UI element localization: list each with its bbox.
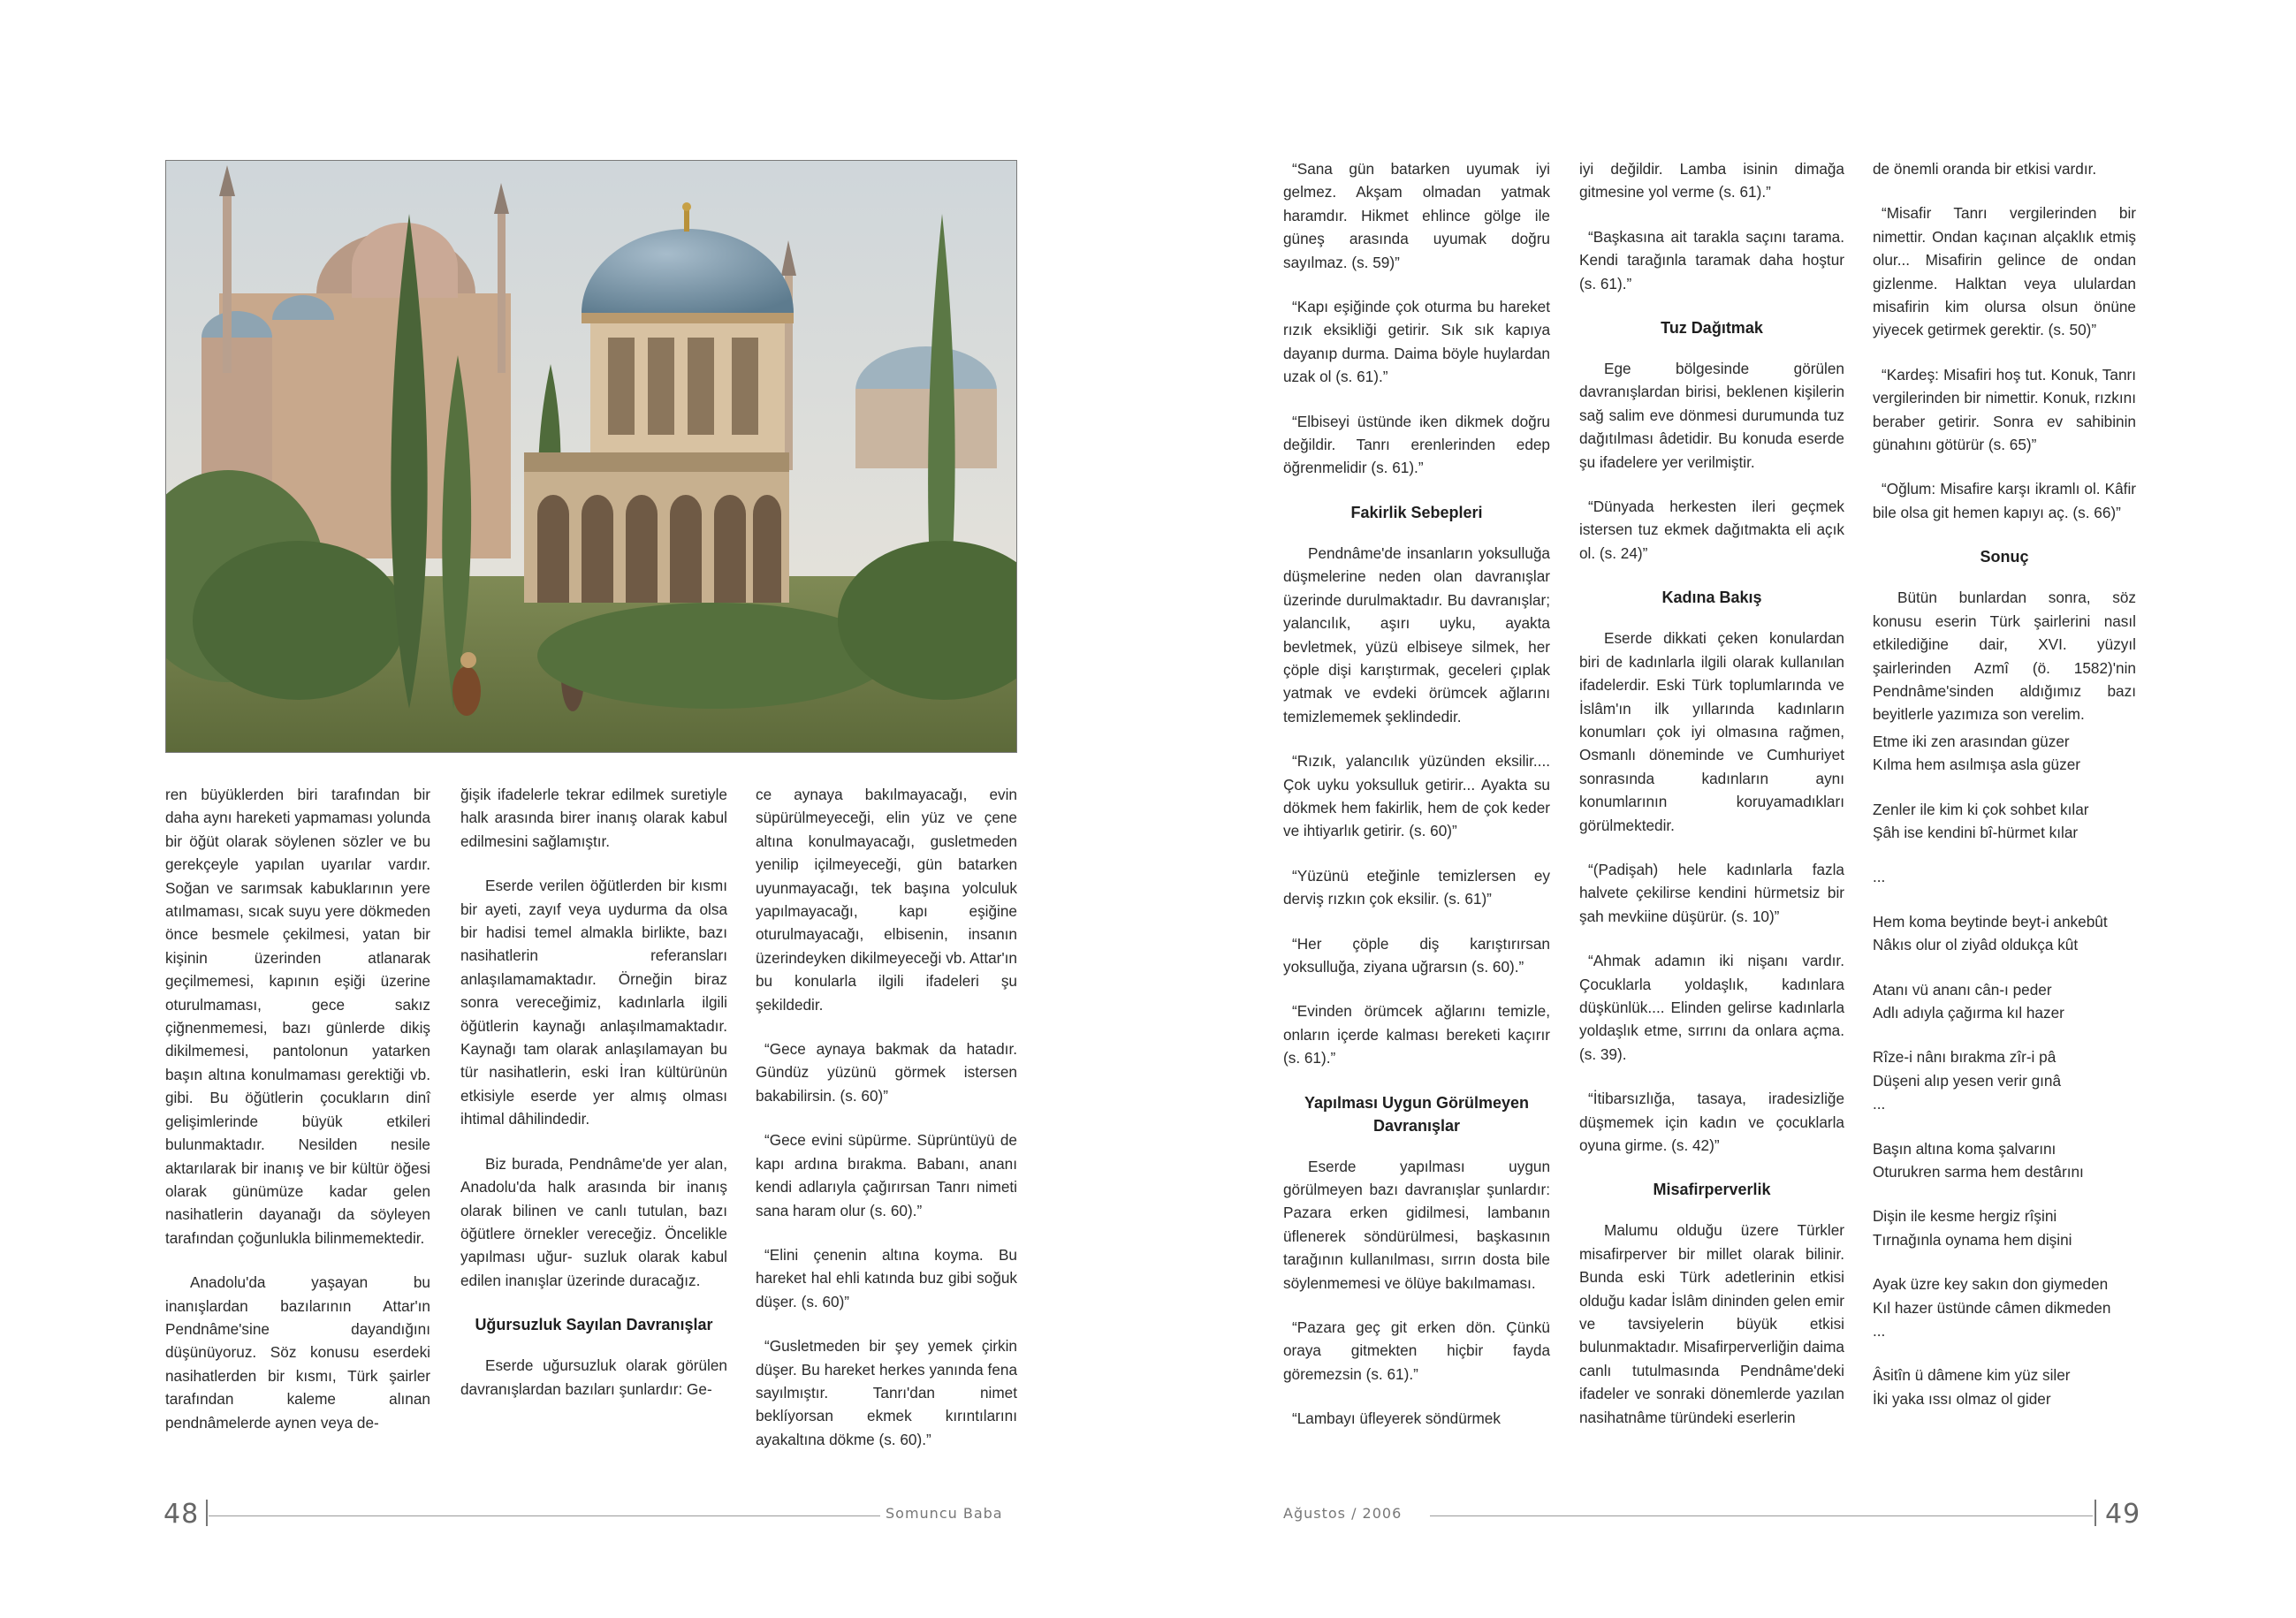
- verse-line: Oturukren sarma hem destârını: [1873, 1163, 2084, 1181]
- paragraph: ce aynaya bakılmayacağı, evin süpürülmeyeceği, elin yüz ve çene altına konulmayacağı, gusletmeden yenilip içilmeyeceği, gün batarken uyunmayacağı, tek başına yolculuk yapılmayacağı, kapı eşiğine oturulmayacağı, elbisenin, insanın üzerindeyken dikilmeyeceği vb. Attar'ın bu konularla ilgili ifadeleri şu şekildedir.: [756, 786, 1017, 1014]
- footer-rule-left: [209, 1515, 880, 1516]
- quote: “Elini çenenin altına koyma. Bu hareket hal ehli katında buz gibi soğuk düşer. (s. 60)”: [756, 1245, 1017, 1310]
- left-column-3: [756, 783, 1017, 1472]
- quote: “Yüzünü eteğinle temizlersen ey derviş rızkın çok eksilir. (s. 61)”: [1283, 866, 1550, 908]
- right-column-3: [1873, 157, 2136, 1432]
- paragraph: Eserde yapılması uygun görülmeyen bazı davranışlar şunlardır: Pazara erken gidilmesi, lambanın üflenerek söndürülmesi, başkasının tarağının kullanılması, sırrın dosta bile söylenmemesi ve ölüye bakılmaması.: [1283, 1157, 1550, 1292]
- verse-line: Etme iki zen arasından güzer: [1873, 732, 2070, 750]
- verse-line: Hem koma beytinde beyt-i ankebût: [1873, 912, 2108, 931]
- quote: “(Padişah) hele kadınlarla fazla halvete çekilirse kendini hürmetsiz bir şah mevkiine düşürür. (s. 10)”: [1579, 860, 1844, 925]
- verse-line: Kılma hem asılmışa asla güzer: [1873, 756, 2080, 774]
- verse-couplet: [1873, 1364, 2136, 1410]
- paragraph: Bütün bunlardan sonra, söz konusu eserin Türk şairlerini nasıl etkilediğine dair, XVI. yüzyıl şairlerinden Azmî (ö. 1582)'nin Pendnâme'sinden aldığımız bazı beyitlerle yazımıza son verelim.: [1873, 589, 2136, 724]
- magazine-title: Somuncu Baba: [886, 1505, 1003, 1522]
- verse-line: Ayak üzre key sakın don giymeden: [1873, 1275, 2109, 1294]
- quote: “Başkasına ait tarakla saçını tarama. Kendi tarağınla taramak daha hoştur (s. 61).”: [1579, 227, 1844, 292]
- section-heading: Kadına Bakış: [1661, 589, 1762, 607]
- verse-list: [1873, 730, 2136, 1411]
- issue-date: Ağustos / 2006: [1283, 1505, 1403, 1522]
- quote: “Kapı eşiğinde çok oturma bu hareket rızık eksikliği getirir. Sık sık kapıya dayanıp durma. Daima böyle huylardan uzak ol (s. 61).”: [1283, 298, 1550, 386]
- verse-line: Rîze-i nânı bırakma zîr-i pâ: [1873, 1048, 2057, 1067]
- quote: “Her çöple diş karıştırırsan yoksulluğa, ziyana uğrarsın (s. 60).”: [1283, 934, 1550, 976]
- section-heading: Yapılması Uygun Görülmeyen Davranışlar: [1304, 1093, 1530, 1135]
- verse-line: ...: [1873, 1322, 1886, 1341]
- footer-divider-right: [2095, 1500, 2096, 1526]
- quote: “Dünyada herkesten ileri geçmek istersen tuz ekmek dağıtmakta eli açık ol. (s. 24)”: [1579, 498, 1844, 562]
- quote: “Kardeş: Misafiri hoş tut. Konuk, Tanrı vergilerinden bir nimettir. Konuk, rızkını beraber getirir. Sonra ev sahibinin günahını götürür (s. 65)”: [1873, 365, 2136, 454]
- section-heading: Misafirperverlik: [1653, 1181, 1771, 1199]
- quote: “Pazara geç git erken dön. Çünkü oraya gitmekten hiçbir fayda göremezsin (s. 61).”: [1283, 1318, 1550, 1383]
- verse-line: Nâkıs olur ol ziyâd oldukça kût: [1873, 936, 2079, 954]
- quote: “İtibarsızlığa, tasaya, iradesizliğe düşmemek için kadın ve çocuklarla oyuna girme. (s. 42)”: [1579, 1090, 1844, 1154]
- paragraph: Pendnâme'de insanların yoksulluğa düşmelerine neden olan davranışlar üzerinde durulmaktadır. Bu davranışlar; yalancılık, aşırı uyku, ayakta bevletmek, yüzü elbiseye silmek, her çöple dişi karıştırmak, geceleri çıplak yatmak ve evdeki örümcek ağlarını temizlememek şeklindedir.: [1283, 543, 1550, 725]
- quote: “Misafir Tanrı vergilerinden bir nimettir. Ondan kaçınan alçaklık etmiş olur... Misafirin gelince de ondan gizlenme. Halktan veya ululardan misafirin kim olursa olsun önüne yiyecek getirmek gerektir. (s. 50)”: [1873, 204, 2136, 339]
- paragraph: Eserde verilen öğütlerden bir kısmı bir ayeti, zayıf veya uydurma da olsa bir hadisi temel almakla birlikte, bazı nasihatlerin referansları anlaşılamamaktadır. Örneğin biraz sonra vereceğimiz, kadınlarla ilgili öğütlerin kaynağı anlaşılmamaktadır. Kaynağı tam olarak anlaşılamayan bu tür nasihatlerin, eski İran kültürünün etkisiyle eserde yer almış olması ihtimal dâhilindedir.: [460, 877, 727, 1128]
- verse-line: Tırnağınla oynama hem dişini: [1873, 1230, 2072, 1249]
- left-column-2: [460, 783, 727, 1422]
- verse-line: ...: [1873, 1095, 1886, 1113]
- left-column-1: [165, 783, 430, 1455]
- footer-divider-left: [206, 1500, 208, 1526]
- paragraph: ren büyüklerden biri tarafından bir daha aynı hareketi yapmaması yolunda bir öğüt olarak söylenen sözler ve bu gerekçeyle yapılan uyarılar vardır. Soğan ve sarımsak kabuklarının yere atılmaması, sıcak suyu yere dökmeden önce besmele çekilmesi, yatan bir kişinin üzerinden atlanarak geçilmemesi, kapının eşiği üzerine oturulmaması, gece sakız çiğnenmemesi, bazı günlerde dikiş dikilmemesi, pantolonun yatarken başın altına konulmaması gerektiği vb. gibi. Bu öğütlerin çocukların dinî gelişimlerinde büyük etkileri bulunmaktadır. Nesilden nesile aktarılarak bir inanış ve bir kültür öğesi olarak günümüze kadar gelen nasihatlerin dayanağı da söyleyen tarafından çoğunlukla bilinmemektedir.: [165, 786, 431, 1247]
- verse-line: Şâh ise kendini bî-hürmet kılar: [1873, 823, 2079, 841]
- verse-couplet: [1873, 1137, 2136, 1184]
- page-number-right: 49: [2105, 1499, 2141, 1530]
- verse-line: İki yaka ıssı olmaz ol gider: [1873, 1389, 2051, 1408]
- verse-line: Kıl hazer üstünde câmen dikmeden: [1873, 1298, 2111, 1317]
- quote: “Evinden örümcek ağlarını temizle, onların içerde kalması bereketi kaçırır (s. 61).”: [1283, 1002, 1550, 1067]
- paragraph: Malumu olduğu üzere Türkler misafirperver bir millet olarak bilinir. Bunda eski Türk adetlerinin etkisi olduğu kadar İslâm dininden gelen emir ve tavsiyelerin büyük etkisi bulunmaktadır. Misafirperverliğin daima canlı tutulmasında Pendnâme'deki ifadeler ve sonraki dönemlerde yazılan nasihatnâme türündeki eserlerin: [1579, 1221, 1845, 1426]
- verse-couplet: [1873, 1204, 2136, 1251]
- verse-couplet: [1873, 978, 2136, 1025]
- quote: “Gece aynaya bakmak da hatadır. Gündüz yüzünü görmek istersen bakabilirsin. (s. 60)”: [756, 1040, 1017, 1105]
- quote: “Oğlum: Misafire karşı ikramlı ol. Kâfir bile olsa git hemen kapıyı aç. (s. 66)”: [1873, 480, 2136, 521]
- verse-line: Atanı vü ananı cân-ı peder: [1873, 980, 2052, 999]
- mosque-illustration: [165, 160, 1017, 753]
- paragraph: Anadolu'da yaşayan bu inanışlardan bazılarının Attar'ın Pendnâme'sine dayandığını düşünüyoruz. Söz konusu eserdeki nasihatlerden bir kısmı, Türk şairler tarafından kaleme alınan pendnâmelerde aynen veya de-: [165, 1273, 430, 1432]
- paragraph: iyi değildir. Lamba isinin dimağa gitmesine yol verme (s. 61).”: [1579, 160, 1844, 201]
- paragraph: de önemli oranda bir etkisi vardır.: [1873, 160, 2097, 178]
- quote: “Sana gün batarken uyumak iyi gelmez. Akşam olmadan yatmak haramdır. Hikmet ehlince gölge ile güneş arasında uyumak doğru sayılmaz. (s. 59)”: [1283, 160, 1550, 271]
- section-heading: Uğursuzluk Sayılan Davranışlar: [475, 1316, 713, 1334]
- verse-couplet: [1873, 910, 2136, 957]
- quote: “Rızık, yalancılık yüzünden eksilir.... Çok uyku yoksulluk getirir... Ayakta su dökmek hem fakirlik, hem de çok keder ve ihtiyarlık getirir. (s. 60)”: [1283, 752, 1550, 840]
- quote: “Elbiseyi üstünde iken dikmek doğru değildir. Tanrı erenlerinden edep öğrenmelidir (s. 61).”: [1283, 412, 1550, 477]
- verse-couplet: [1873, 1272, 2136, 1342]
- verse-couplet: [1873, 865, 2136, 888]
- verse-couplet: [1873, 798, 2136, 845]
- right-column-1: [1283, 157, 1550, 1452]
- verse-couplet: [1873, 1045, 2136, 1115]
- page-number-left: 48: [163, 1499, 200, 1530]
- verse-line: Âsitîn ü dâmene kim yüz siler: [1873, 1366, 2071, 1385]
- verse-line: Düşeni alıp yesen verir gınâ: [1873, 1071, 2062, 1090]
- quote: “Ahmak adamın iki nişanı vardır. Çocuklarla yoldaşlık, kadınlara düşkünlük.... Elinden gelirse kadınlarla yoldaşlık etme, sırrını da onlara açma. (s. 39).: [1579, 952, 1844, 1063]
- paragraph: Ege bölgesinde görülen davranışlardan birisi, beklenen kişilerin sağ salim eve dönmesi durumunda tuz dağıtılması âdetidir. Bu konuda eserde şu ifadelere yer verilmiştir.: [1579, 360, 1844, 471]
- quote: “Gece evini süpürme. Süprüntüyü de kapı ardına bırakma. Babanı, ananı kendi adlarıyla çağırırsan Tanrı nimeti sana haram olur (s. 60).”: [756, 1131, 1017, 1219]
- section-heading: Tuz Dağıtmak: [1661, 319, 1763, 338]
- quote: “Gusletmeden bir şey yemek çirkin düşer. Bu hareket herkes yanında fena sayılmıştır. Tanrı'dan nimet beklíyorsan ekmek kırıntılarını ayakaltına dökme (s. 60).”: [756, 1337, 1017, 1448]
- paragraph: Eserde uğursuzluk olarak görülen davranışlardan bazıları şunlardır: Ge-: [460, 1356, 727, 1398]
- verse-line: Zenler ile kim ki çok sohbet kılar: [1873, 800, 2089, 818]
- paragraph: ğişik ifadelerle tekrar edilmek suretiyle halk arasında birer inanış olarak kabul edilmesini sağlamıştır.: [460, 786, 727, 850]
- right-column-2: [1579, 157, 1844, 1450]
- paragraph: Eserde dikkati çeken konulardan biri de kadınlarla ilgili olarak kullanılan ifadelerdir. Eski Türk toplumlarında ve İslâm'ın ilk yıllarında kadınların konumları çok iyi olmasına rağmen, Osmanlı döneminde ve Cumhuriyet sonrasında kadınların aynı konumlarının koruyamadıkları görülmektedir.: [1579, 629, 1844, 834]
- verse-couplet: [1873, 730, 2136, 777]
- quote: “Lambayı üfleyerek söndürmek: [1292, 1409, 1501, 1428]
- section-heading: Sonuç: [1980, 548, 2029, 566]
- verse-line: Adlı adıyla çağırma kıl hazer: [1873, 1003, 2064, 1022]
- verse-line: ...: [1873, 868, 1886, 886]
- verse-line: Başın altına koma şalvarını: [1873, 1139, 2057, 1158]
- section-heading: Fakirlik Sebepleri: [1350, 503, 1483, 521]
- footer-rule-right: [1430, 1515, 2093, 1516]
- verse-line: Dişin ile kesme hergiz rîşini: [1873, 1207, 2057, 1226]
- paragraph: Biz burada, Pendnâme'de yer alan, Anadolu'da halk arasında bir inanış olarak bilinen ve canlı tutulan, bazı öğütlere örnekler vereceğiz. Öncelikle yapılması uğur- suzluk olarak kabul edilen inanışlar üzerinde duracağız.: [460, 1154, 727, 1289]
